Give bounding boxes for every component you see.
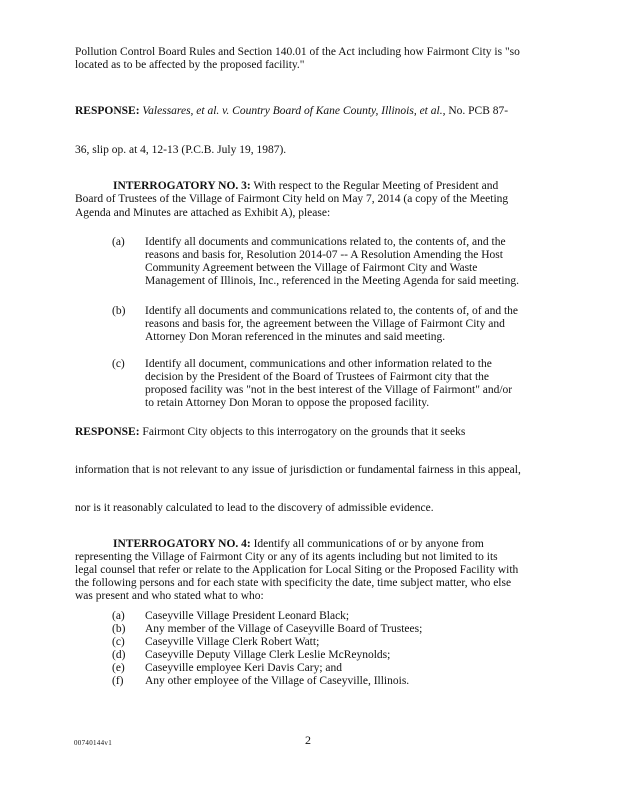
item-a-line-1: Identify all documents and communications related to, the contents of, and the	[145, 236, 506, 248]
interrogatory-3-line-2: Board of Trustees of the Village of Fairmont City held on May 7, 2014 (a copy of the Meeting	[75, 193, 509, 205]
document-id: 00740144v1	[74, 739, 112, 747]
citation-case-name: Valessares, et al. v. Country Board of Kane County, Illinois, et al.,	[142, 105, 446, 117]
list-item-f: Any other employee of the Village of Caseyville, Illinois.	[145, 675, 410, 687]
list-item-d: Caseyville Deputy Village Clerk Leslie McReynolds;	[145, 649, 391, 661]
response-2-text: Fairmont City objects to this interrogatory on the grounds that it seeks	[142, 426, 466, 438]
response-1-line-2: 36, slip op. at 4, 12-13 (P.C.B. July 19, 1987).	[75, 144, 287, 156]
item-a-label: (a)	[112, 236, 125, 248]
response-2-line-1	[75, 425, 547, 439]
interrogatory-4-line-2: representing the Village of Fairmont City or any of its agents including but not limited to its	[75, 551, 498, 563]
interrogatory-4-heading: INTERROGATORY NO. 4:	[113, 538, 251, 550]
item-a-line-3: Community Agreement between the Village of Fairmont City and Waste	[145, 262, 478, 274]
interrogatory-4-line-3: legal counsel that refer or relate to the Application for Local Siting or the Proposed Facility with	[75, 564, 519, 576]
intro-line-2: located as to be affected by the proposed facility."	[75, 59, 305, 71]
intro-line-1: Pollution Control Board Rules and Section 140.01 of the Act including how Fairmont City is "so	[75, 46, 520, 58]
response-2-line-2: information that is not relevant to any issue of jurisdiction or fundamental fairness in this appeal,	[75, 464, 521, 476]
item-b-line-3: Attorney Don Moran referenced in the minutes and said meeting.	[145, 331, 446, 343]
interrogatory-4-line-5: was present and who stated what to who:	[75, 590, 264, 602]
list-item-a: Caseyville Village President Leonard Black;	[145, 610, 350, 622]
list-item-b: Any member of the Village of Caseyville Board of Trustees;	[145, 623, 423, 635]
item-b-line-1: Identify all documents and communications related to, the contents of, of and the	[145, 305, 519, 317]
item-b-label: (b)	[112, 305, 126, 317]
interrogatory-3-heading: INTERROGATORY NO. 3:	[113, 180, 251, 192]
item-c-line-3: proposed facility was "not in the best interest of the Village of Fairmont" and/or	[145, 384, 513, 396]
list-item-c-label: (c)	[112, 636, 125, 648]
item-a-line-2: reasons and basis for, Resolution 2014-07 -- A Resolution Amending the Host	[145, 249, 503, 261]
response-1-line-1	[75, 104, 547, 118]
list-item-a-label: (a)	[112, 610, 125, 622]
item-c-label: (c)	[112, 358, 125, 370]
interrogatory-4-line-1	[113, 537, 547, 551]
interrogatory-3-line-1	[113, 179, 547, 193]
list-item-f-label: (f)	[112, 675, 124, 687]
response-2-line-3: nor is it reasonably calculated to lead to the discovery of admissible evidence.	[75, 502, 434, 514]
item-a-line-4: Management of Illinois, Inc., referenced in the Meeting Agenda for said meeting.	[145, 275, 519, 287]
page-number: 2	[305, 733, 311, 747]
list-item-d-label: (d)	[112, 649, 126, 661]
interrogatory-3-text: With respect to the Regular Meeting of President and	[253, 180, 499, 192]
list-item-e-label: (e)	[112, 662, 125, 674]
item-c-line-2: decision by the President of the Board of Trustees of Fairmont city that the	[145, 371, 489, 383]
item-c-line-4: to retain Attorney Don Moran to oppose the proposed facility.	[145, 397, 430, 409]
response-label: RESPONSE:	[75, 426, 140, 438]
citation-tail: No. PCB 87-	[448, 105, 509, 117]
list-item-c: Caseyville Village Clerk Robert Watt;	[145, 636, 320, 648]
interrogatory-4-line-4: the following persons and for each state with specificity the date, time subject matter, who else	[75, 577, 512, 589]
response-label: RESPONSE:	[75, 105, 140, 117]
item-c-line-1: Identify all document, communications and other information related to the	[145, 358, 492, 370]
list-item-b-label: (b)	[112, 623, 126, 635]
interrogatory-3-line-3: Agenda and Minutes are attached as Exhibit A), please:	[75, 207, 331, 219]
item-b-line-2: reasons and basis for, the agreement between the Village of Fairmont City and	[145, 318, 505, 330]
list-item-e: Caseyville employee Keri Davis Cary; and	[145, 662, 343, 674]
interrogatory-4-text: Identify all communications of or by anyone from	[253, 538, 484, 550]
